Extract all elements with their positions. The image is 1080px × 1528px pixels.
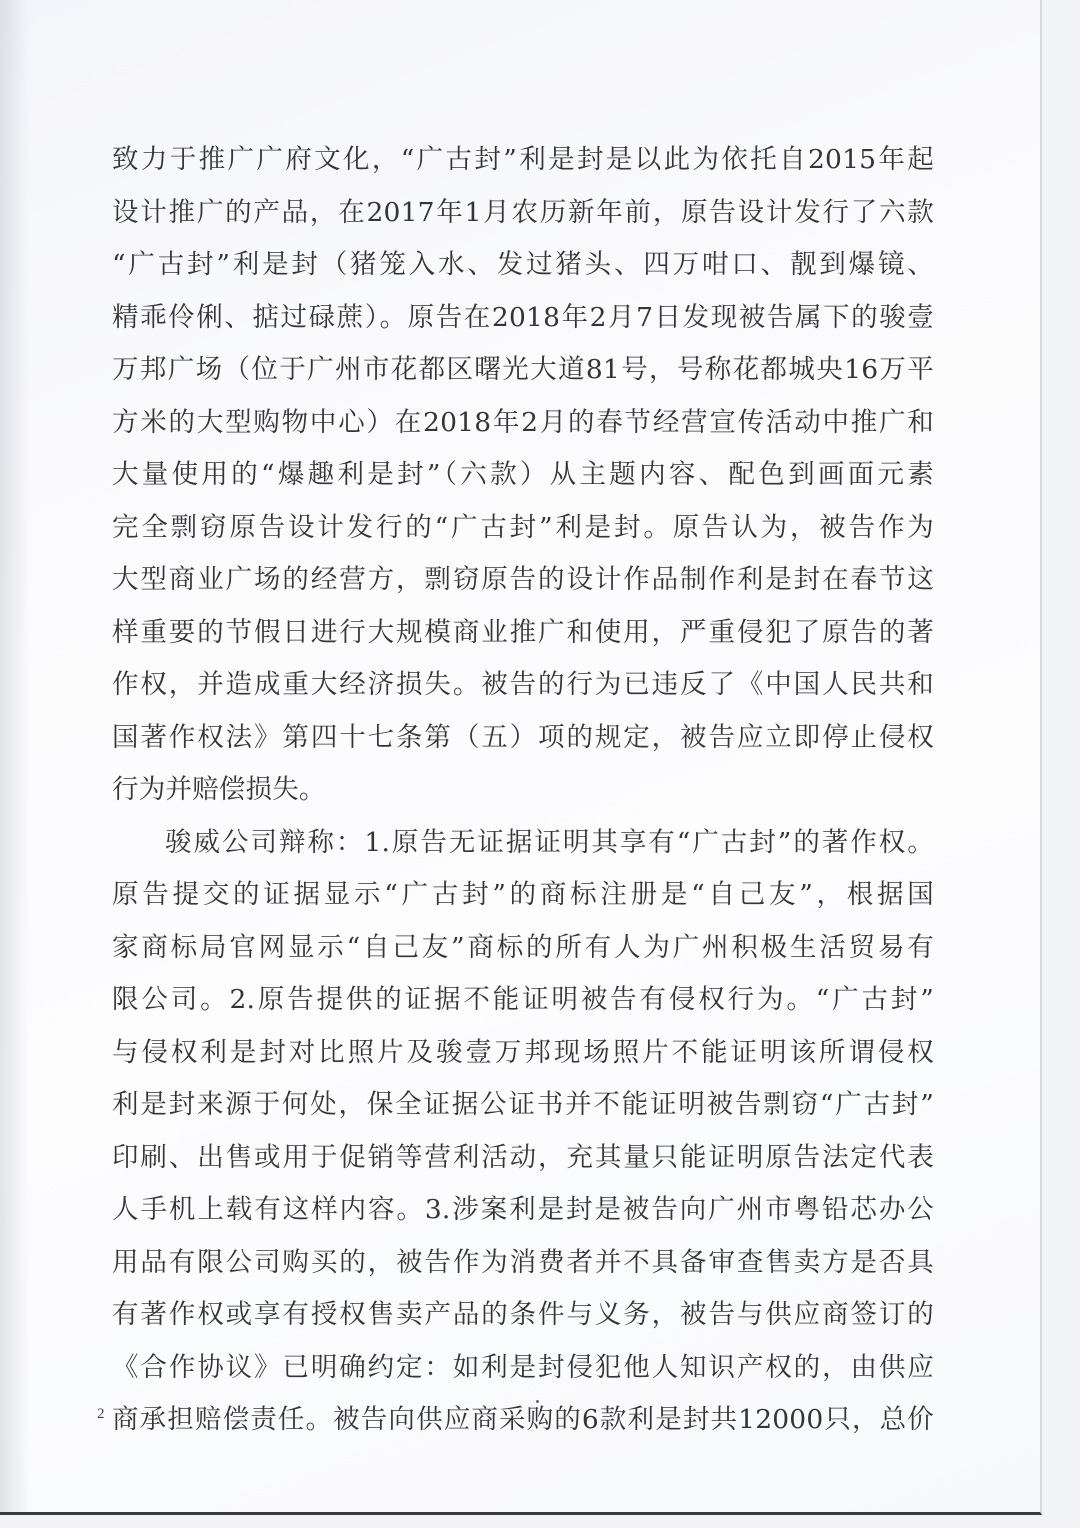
text-line: 与侵权利是封对比照片及骏壹万邦现场照片不能证明该所谓侵权	[112, 1036, 934, 1068]
text-line: 大量使用的“爆趣利是封”（六款）从主题内容、配色到画面元素	[112, 459, 934, 490]
text-line: 印刷、出售或用于促销等营利活动，充其量只能证明原告法定代表	[112, 1141, 934, 1173]
text-line: 商承担赔偿责任。被告向供应商采购的6款利是封共12000只，总价	[112, 1404, 934, 1435]
text-line: 设计推广的产品，在2017年1月农历新年前，原告设计发行了六款	[112, 196, 934, 228]
text-line: 作权，并造成重大经济损失。被告的行为已违反了《中国人民共和	[112, 669, 934, 700]
text-line: 样重要的节假日进行大规模商业推广和使用，严重侵犯了原告的著	[112, 616, 934, 648]
scan-speck	[536, 1400, 539, 1403]
text-line: 方米的大型购物中心）在2018年2月的春节经营宣传活动中推广和	[112, 406, 934, 438]
text-line: 万邦广场（位于广州市花都区曙光大道81号，号称花都城央16万平	[112, 354, 934, 385]
text-line: 限公司。2.原告提供的证据不能证明被告有侵权行为。“广古封”	[112, 984, 934, 1015]
text-line: 精乖伶俐、掂过碌蔗）。原告在2018年2月7日发现被告属下的骏壹	[112, 301, 934, 333]
text-line-paragraph-start: 骏威公司辩称：1.原告无证据证明其享有“广古封”的著作权。	[165, 826, 934, 858]
text-line: 国著作权法》第四十七条第（五）项的规定，被告应立即停止侵权	[112, 721, 934, 753]
text-line: 有著作权或享有授权售卖产品的条件与义务，被告与供应商签订的	[112, 1299, 934, 1330]
text-line: 原告提交的证据显示“广古封”的商标注册是“自己友”，根据国	[112, 879, 934, 910]
text-line: 用品有限公司购买的，被告作为消费者并不具备审查售卖方是否具	[112, 1246, 934, 1278]
text-line: 《合作协议》已明确约定：如利是封侵犯他人知识产权的，由供应	[112, 1351, 934, 1383]
page-number: 2	[97, 1406, 105, 1422]
text-line: “广古封”利是封（猪笼入水、发过猪头、四万咁口、靓到爆镜、	[112, 249, 934, 280]
text-line: 利是封来源于何处，保全证据公证书并不能证明被告剽窃“广古封”	[112, 1089, 934, 1120]
text-line: 致力于推广广府文化，“广古封”利是封是以此为依托自2015年起	[112, 144, 934, 175]
document-body	[112, 134, 934, 1447]
text-line-paragraph-end: 行为并赔偿损失。	[112, 774, 326, 805]
text-line: 人手机上载有这样内容。3.涉案利是封是被告向广州市粤铅芯办公	[112, 1194, 934, 1225]
text-line: 家商标局官网显示“自己友”商标的所有人为广州积极生活贸易有	[112, 931, 934, 963]
text-line: 完全剽窃原告设计发行的“广古封”利是封。原告认为，被告作为	[112, 511, 934, 543]
scan-shadow	[0, 0, 30, 1512]
text-line: 大型商业广场的经营方，剽窃原告的设计作品制作利是封在春节这	[112, 564, 934, 595]
